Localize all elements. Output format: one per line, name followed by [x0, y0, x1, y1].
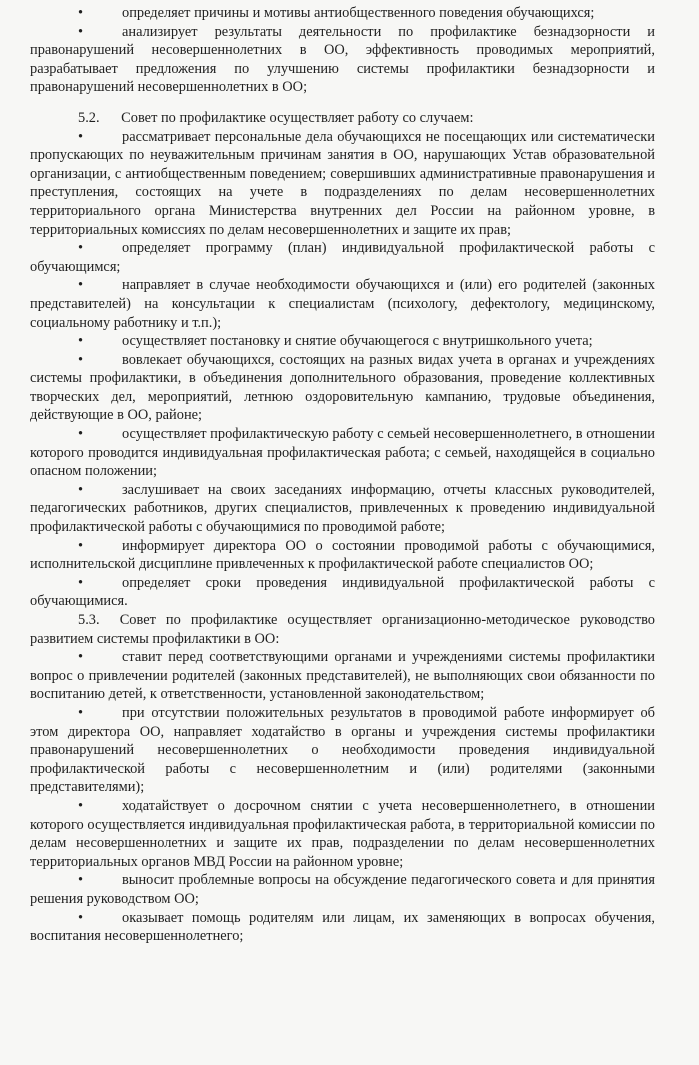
- list-item: [30, 23, 655, 97]
- list-item: [30, 239, 655, 276]
- list-item: [30, 425, 655, 481]
- list-item: [30, 871, 655, 908]
- bullet: •: [78, 872, 84, 889]
- list-item-text: осуществляет профилактическую работу с семьей несовершеннолетнего, в отношении которого проводится индивидуальная профилактическая работа; с семьей, находящейся в социально опасном положении;: [30, 426, 655, 480]
- bullet: •: [78, 351, 84, 368]
- bullet: •: [78, 481, 84, 498]
- list-item: [30, 797, 655, 871]
- section-heading-text: 5.3. Совет по профилактике осуществляет организационно-методическое руководство развитием системы профилактики в ОО:: [30, 612, 655, 647]
- list-item: [30, 909, 655, 946]
- bullet: •: [78, 537, 84, 554]
- list-item: [30, 704, 655, 797]
- list-item-text: при отсутствии положительных результатов в проводимой работе информирует об этом директора ОО, направляет ходатайство в органы и учреждения системы профилактики правонарушений несовершеннолетних о необходимости проведения индивидуальной профилактической работы с несовершеннолетним и (или) родителями (законными представителями);: [30, 704, 655, 796]
- bullet: •: [78, 5, 84, 21]
- list-item: [30, 574, 655, 611]
- list-item-text: ставит перед соответствующими органами и учреждениями системы профилактики вопрос о привлечении родителей (законных представителей), не выполняющих свои обязанности по воспитанию детей, к ответственности, установленной законодательством;: [30, 649, 655, 703]
- list-item-text: информирует директора ОО о состоянии проводимой работы с обучающимися, исполнительской дисциплине привлеченных к профилактической работе специалистов ОО;: [30, 537, 655, 573]
- list-item-text: рассматривает персональные дела обучающихся не посещающих или систематически пропускающих по неуважительным причинам занятия в ОО, нарушающих Устав образовательной организации, с антиобщественным поведением; совершивших административные правонарушения и преступления, состоящих на учете в подразделениях по делам несовершеннолетних территориального органа Министерства внутренних дел России на районном уровне, в территориальных комиссиях по делам несовершеннолетних и защите их прав;: [30, 128, 655, 238]
- list-item-text: выносит проблемные вопросы на обсуждение педагогического совета и для принятия решения руководством ОО;: [30, 872, 655, 907]
- list-item: [30, 351, 655, 425]
- list-item-text: ходатайствует о досрочном снятии с учета несовершеннолетнего, в отношении которого осуществляется индивидуальная профилактическая работа, в территориальной комиссии по делам несовершеннолетних и защите их прав, подразделении по делам несовершеннолетних территориальных органов МВД России на районном уровне;: [30, 797, 655, 870]
- list-item-text: осуществляет постановку и снятие обучающегося с внутришкольного учета;: [122, 333, 593, 350]
- list-item-text: направляет в случае необходимости обучающихся и (или) его родителей (законных представителей) на консультации к специалистам (психологу, дефектологу, медицинскому, социальному работнику и т.п.);: [30, 277, 655, 331]
- list-item-text: определяет программу (план) индивидуальной профилактической работы с обучающимся;: [30, 240, 655, 275]
- bullet: •: [78, 649, 84, 666]
- section-heading-5-3: [30, 611, 655, 648]
- list-item-text: анализирует результаты деятельности по профилактике безнадзорности и правонарушений несовершеннолетних в ОО, эффективность проводимых мероприятий, разрабатывает предложения по улучшению системы профилактики безнадзорности и правонарушений несовершеннолетних в ОО;: [30, 23, 655, 96]
- bullet: •: [78, 23, 84, 40]
- bullet: •: [78, 426, 84, 443]
- list-item-text: заслушивает на своих заседаниях информацию, отчеты классных руководителей, педагогических работников, других специалистов, привлеченных к проведению индивидуальной профилактической работы с обучающимися по проводимой работе;: [30, 481, 655, 536]
- bullet: •: [78, 797, 84, 814]
- bullet: •: [78, 333, 84, 350]
- list-item: [30, 537, 655, 574]
- list-item-text: определяет причины и мотивы антиобщественного поведения обучающихся;: [122, 5, 595, 21]
- list-item: [30, 332, 655, 351]
- list-item: [30, 4, 655, 23]
- list-item-text: определяет сроки проведения индивидуальной профилактической работы с обучающимися.: [30, 574, 655, 610]
- list-item-text: вовлекает обучающихся, состоящих на разных видах учета в органах и учреждениях системы профилактики, в объединения дополнительного образования, проведение коллективных творческих дел, мероприятий, летнюю оздоровительную кампанию, трудовые объединения, действующие в ОО, районе;: [30, 351, 655, 424]
- list-item-text: оказывает помощь родителям или лицам, их заменяющих в вопросах обучения, воспитания несовершеннолетнего;: [30, 909, 655, 945]
- bullet: •: [78, 240, 84, 257]
- list-item: [30, 481, 655, 537]
- section-heading-5-2: [30, 109, 655, 128]
- bullet: •: [78, 128, 84, 145]
- bullet: •: [78, 909, 84, 926]
- list-item: [30, 648, 655, 704]
- section-heading-text: 5.2. Совет по профилактике осуществляет работу со случаем:: [78, 109, 474, 126]
- list-item: [30, 128, 655, 240]
- bullet: •: [78, 277, 84, 294]
- list-item: [30, 276, 655, 332]
- bullet: •: [78, 704, 84, 721]
- bullet: •: [78, 574, 84, 591]
